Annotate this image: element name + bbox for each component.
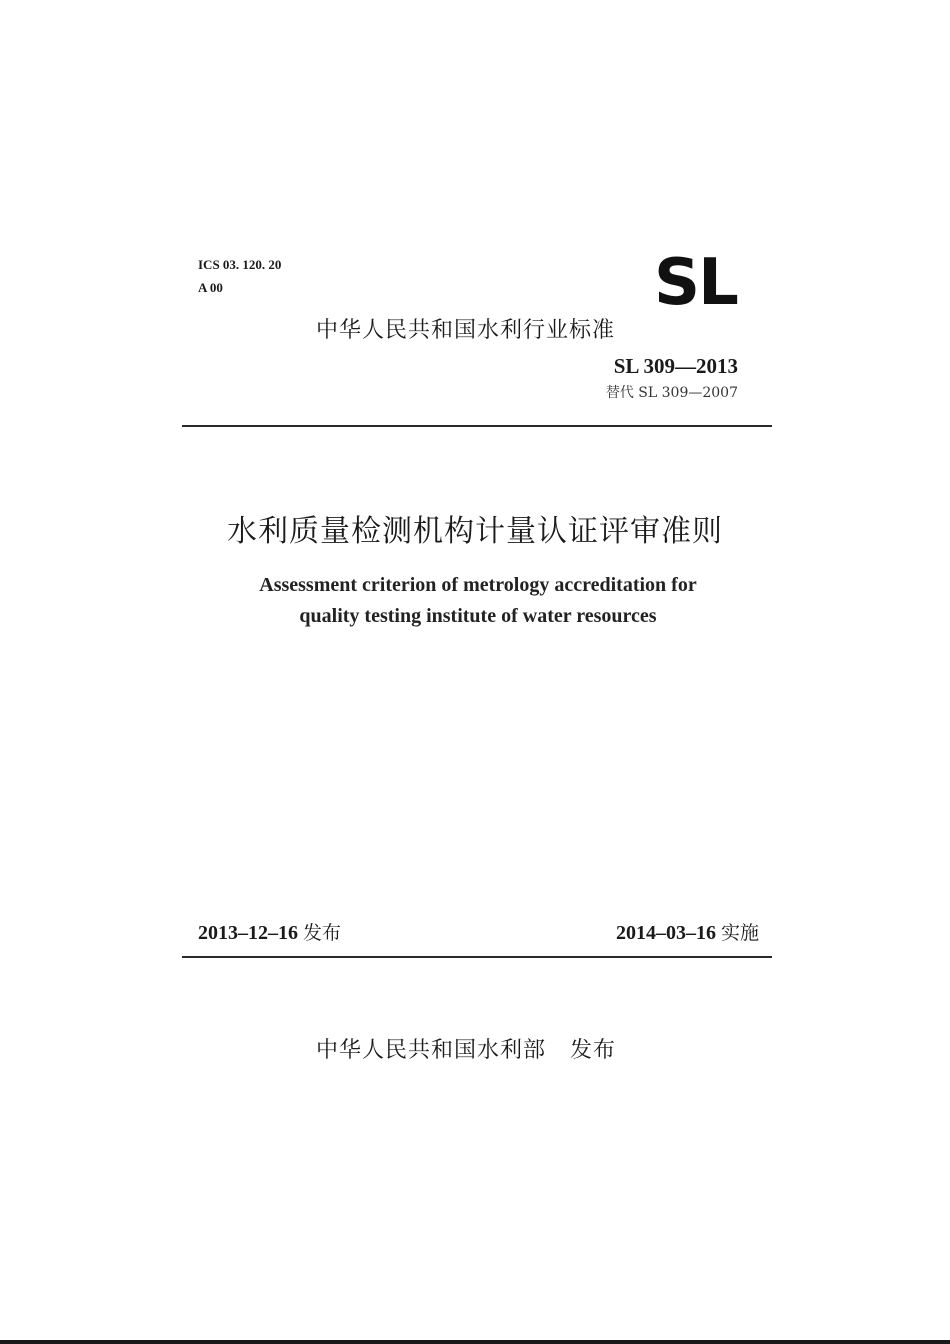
- sl-logo: SL: [654, 246, 737, 320]
- title-chinese: 水利质量检测机构计量认证评审准则: [227, 514, 723, 549]
- publisher-action: 发布: [570, 1038, 617, 1063]
- title-english: [0, 570, 950, 632]
- implement-date-block: [616, 920, 759, 946]
- bottom-divider: [182, 956, 772, 958]
- standard-number: SL 309—2013: [613, 354, 738, 378]
- publisher-line: [316, 1036, 616, 1066]
- title-english-line2: quality testing institute of water resources: [299, 605, 657, 627]
- industry-standard-heading: 中华人民共和国水利行业标准: [316, 318, 616, 343]
- publisher-name: 中华人民共和国水利部: [316, 1038, 547, 1063]
- top-divider: [182, 425, 772, 427]
- issue-date: 2013–12–16: [198, 922, 298, 944]
- issue-label: 发布: [303, 922, 342, 944]
- page-bottom-edge: [0, 1340, 950, 1344]
- implement-date: 2014–03–16: [615, 922, 716, 944]
- issue-date-block: [198, 920, 341, 946]
- implement-label: 实施: [720, 922, 759, 944]
- ccs-code: A 00: [198, 280, 223, 295]
- ics-code: ICS 03. 120. 20: [198, 257, 282, 272]
- replaces-standard: 替代 SL 309—2007: [605, 385, 738, 401]
- title-english-line1: Assessment criterion of metrology accreditation for: [259, 574, 697, 596]
